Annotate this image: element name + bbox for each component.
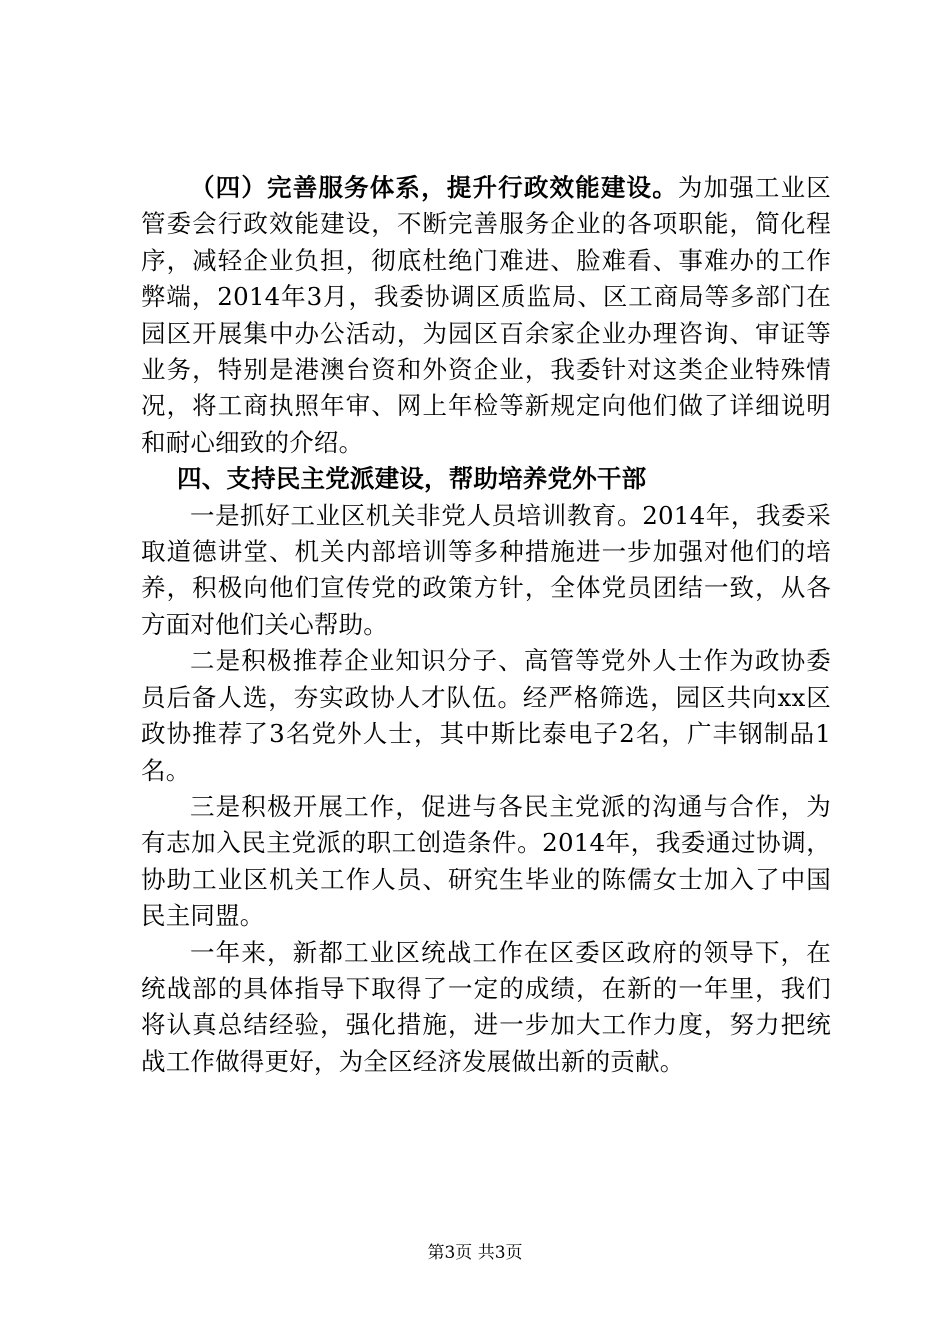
paragraph-text: 为加强工业区管委会行政效能建设，不断完善服务企业的各项职能，简化程序，减轻企业负担，彻底杜绝门难进、脸难看、事难办的工作弊端，2014年3月，我委协调区质监局、区工商局等多部门在园区开展集中办公活动，为园区百余家企业办理咨询、审证等业务，特别是港澳台资和外资企业，我委针对这类企业特殊情况，将工商执照年审、网上年检等新规定向他们做了详细说明和耐心细致的介绍。 [141, 173, 831, 457]
page-number: 第3页 共3页 [427, 1243, 523, 1263]
page-footer [0, 1242, 950, 1264]
paragraph-recommendation: 二是积极推荐企业知识分子、高管等党外人士作为政协委员后备人选，夯实政协人才队伍。经严格筛选，园区共向xx区政协推荐了3名党外人士，其中斯比泰电子2名，广丰钢制品1名。 [141, 646, 831, 785]
paragraph-training: 一是抓好工业区机关非党人员培训教育。2014年，我委采取道德讲堂、机关内部培训等多种措施进一步加强对他们的培养，积极向他们宣传党的政策方针，全体党员团结一致，从各方面对他们关心帮助。 [141, 500, 831, 639]
paragraph-cooperation: 三是积极开展工作，促进与各民主党派的沟通与合作，为有志加入民主党派的职工创造条件。2014年，我委通过协调，协助工业区机关工作人员、研究生毕业的陈儒女士加入了中国民主同盟。 [141, 791, 831, 931]
section-heading: 四、支持民主党派建设，帮助培养党外干部 [177, 464, 647, 494]
paragraph-service-system [141, 170, 831, 461]
paragraph-lead-heading: （四）完善服务体系，提升行政效能建设。 [190, 173, 678, 202]
paragraph-summary: 一年来，新都工业区统战工作在区委区政府的领导下，在统战部的具体指导下取得了一定的成绩，在新的一年里，我们将认真总结经验，强化措施，进一步加大工作力度，努力把统战工作做得更好，为全区经济发展做出新的贡献。 [141, 937, 831, 1076]
document-body [141, 170, 831, 1080]
